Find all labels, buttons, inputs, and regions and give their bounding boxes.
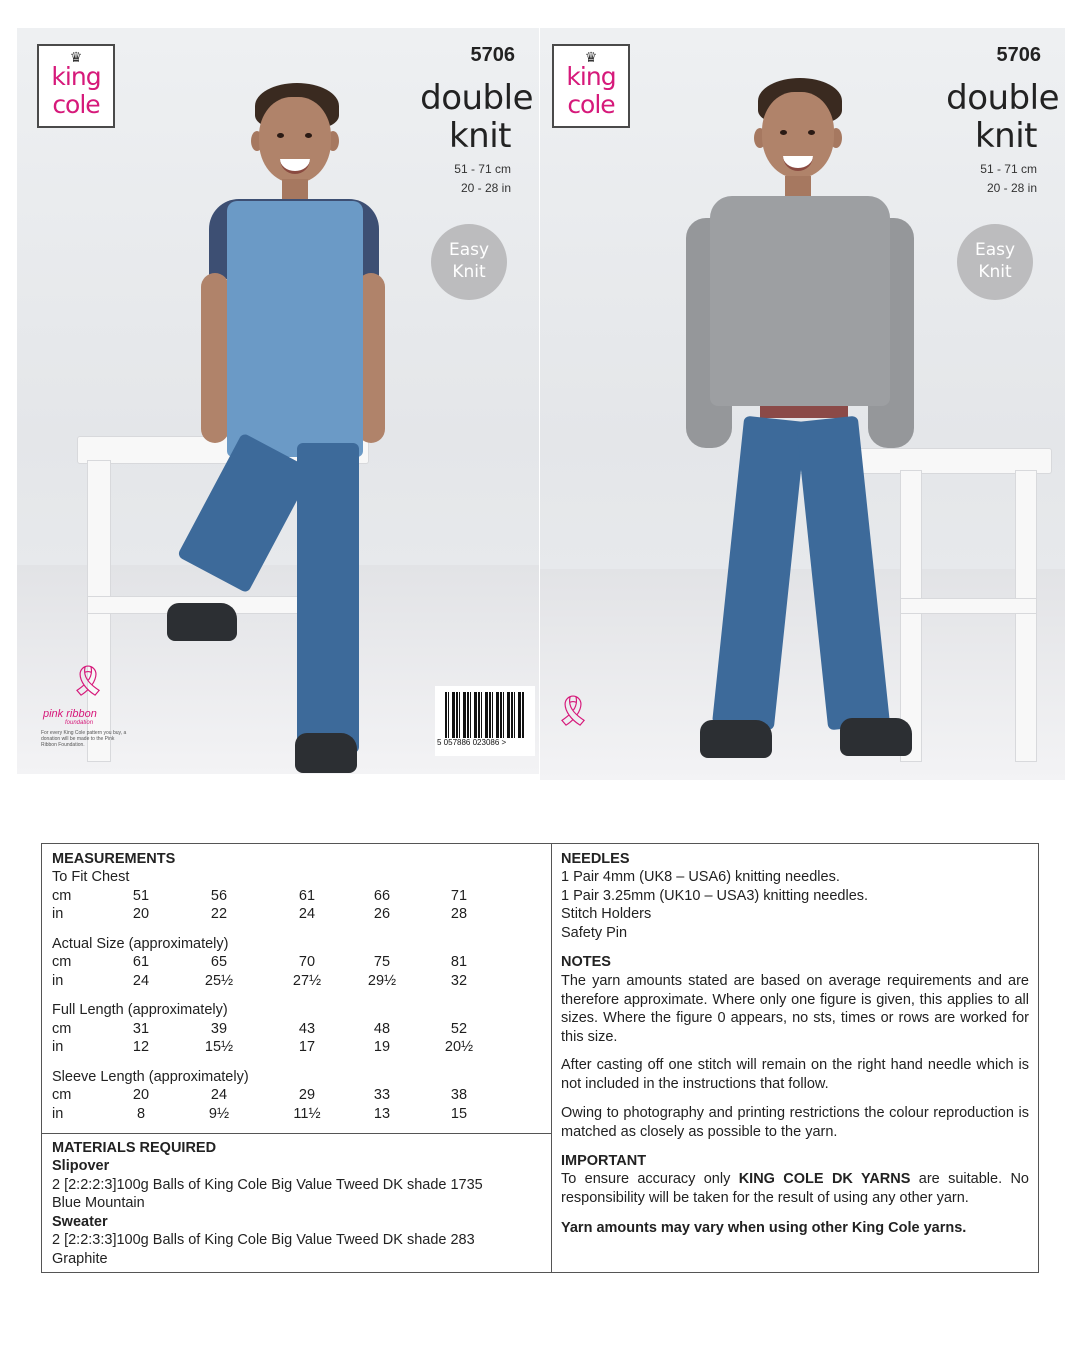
value-cell: 70 <box>298 954 316 970</box>
king-cole-logo <box>37 44 115 128</box>
logo-word-cole: cole <box>52 90 100 119</box>
value-cell: 65 <box>210 954 228 970</box>
value-cell: 20 <box>132 1087 150 1103</box>
size-range-in: 20 - 28 in <box>986 181 1037 195</box>
crown-icon: ♛ <box>69 49 83 65</box>
value-cell: 20 <box>132 906 150 922</box>
unit-label: cm <box>52 1087 72 1103</box>
unit-label: cm <box>52 888 72 904</box>
crown-icon: ♛ <box>584 49 598 65</box>
needle-item: 1 Pair 3.25mm (UK10 – USA3) knitting needles. <box>561 888 869 904</box>
pattern-number: 5706 <box>470 44 515 66</box>
sweater-yarn-line: 2 [2:2:3:3]100g Balls of King Cole Big Value Tweed DK shade 283 <box>52 1232 475 1248</box>
value-cell: 24 <box>132 973 150 989</box>
group-title-sleeve-length: Sleeve Length (approximately) <box>52 1069 249 1085</box>
important-text <box>561 1170 1029 1207</box>
needle-item: Stitch Holders <box>561 906 652 922</box>
title-knit: knit <box>974 116 1037 156</box>
value-cell: 26 <box>373 906 391 922</box>
unit-label: in <box>52 1039 64 1055</box>
pink-ribbon-sub: foundation <box>65 720 94 726</box>
sweater-label: Sweater <box>52 1214 108 1230</box>
needles-heading: NEEDLES <box>561 851 630 867</box>
value-cell: 29½ <box>367 973 397 989</box>
pattern-number: 5706 <box>996 44 1041 66</box>
value-cell: 27½ <box>292 973 322 989</box>
important-note: Yarn amounts may vary when using other King Cole yarns. <box>561 1220 967 1236</box>
value-cell: 66 <box>373 888 391 904</box>
value-cell: 75 <box>373 954 391 970</box>
notes-paragraph-2: After casting off one stitch will remain on the right hand needle which is not included in the instructions that follow. <box>561 1057 1029 1092</box>
value-cell: 20½ <box>444 1039 474 1055</box>
child-model-sweater <box>680 78 920 778</box>
value-cell: 39 <box>210 1021 228 1037</box>
important-heading: IMPORTANT <box>561 1153 647 1169</box>
value-cell: 56 <box>210 888 228 904</box>
pink-ribbon-name: pink ribbon <box>43 708 97 720</box>
value-cell: 43 <box>298 1021 316 1037</box>
unit-label: cm <box>52 1021 72 1037</box>
badge-line-easy: Easy <box>974 240 1016 260</box>
slipover-shade-name: Blue Mountain <box>52 1195 145 1211</box>
blue-slipover <box>227 201 363 457</box>
group-title-actual-size: Actual Size (approximately) <box>52 936 229 952</box>
value-cell: 28 <box>450 906 468 922</box>
title-double: double <box>946 78 1059 118</box>
value-cell: 8 <box>136 1106 146 1122</box>
sweater-shade-name: Graphite <box>52 1251 108 1267</box>
value-cell: 52 <box>450 1021 468 1037</box>
value-cell: 17 <box>298 1039 316 1055</box>
child-model-slipover <box>187 83 407 774</box>
important-text-end: are suitable. No responsibility will be taken for the result of using any other yarn. <box>561 1171 1029 1206</box>
easy-knit-badge <box>431 224 507 300</box>
important-text-start: To ensure accuracy only <box>561 1171 739 1187</box>
title-knit: knit <box>448 116 511 156</box>
size-range-in: 20 - 28 in <box>460 181 511 195</box>
slipover-label: Slipover <box>52 1158 110 1174</box>
king-cole-logo <box>552 44 630 128</box>
logo-word-cole: cole <box>567 90 615 119</box>
group-title-full-length: Full Length (approximately) <box>52 1002 228 1018</box>
value-cell: 9½ <box>208 1106 230 1122</box>
value-cell: 13 <box>373 1106 391 1122</box>
slipover-yarn-line: 2 [2:2:2:3]100g Balls of King Cole Big Value Tweed DK shade 1735 <box>52 1177 483 1193</box>
unit-label: cm <box>52 954 72 970</box>
value-cell: 29 <box>298 1087 316 1103</box>
important-brand: KING COLE DK YARNS <box>738 1171 911 1187</box>
value-cell: 22 <box>210 906 228 922</box>
pink-ribbon-icon: 🎗 <box>554 695 593 728</box>
logo-word-king: king <box>51 62 101 91</box>
badge-line-easy: Easy <box>448 240 490 260</box>
measurements-heading: MEASUREMENTS <box>52 851 176 867</box>
column-divider <box>551 844 552 1272</box>
value-cell: 81 <box>450 954 468 970</box>
badge-line-knit: Knit <box>452 262 486 282</box>
barcode-number: 5 057886 023086 > <box>437 738 507 747</box>
cover-sweater <box>540 28 1065 780</box>
value-cell: 25½ <box>204 973 234 989</box>
value-cell: 32 <box>450 973 468 989</box>
notes-heading: NOTES <box>561 954 611 970</box>
grey-sweater <box>710 196 890 406</box>
notes-paragraph-1: The yarn amounts stated are based on average requirements and are therefore approximate. Where only one figure is given, this applies to all sizes. Where the figure 0 appears, no sts, times or rows are worked for this size. <box>561 973 1029 1045</box>
pattern-info-table <box>41 843 1039 1273</box>
barcode-bars <box>445 692 525 738</box>
pink-ribbon-note: For every King Cole pattern you buy, a donation will be made to the Pink Ribbon Foundation. <box>41 730 127 748</box>
notes-paragraph-3: Owing to photography and printing restrictions the colour reproduction is matched as closely as possible to the yarn. <box>561 1105 1029 1140</box>
row-divider <box>42 1133 551 1134</box>
value-cell: 19 <box>373 1039 391 1055</box>
size-range-cm: 51 - 71 cm <box>454 162 511 176</box>
title-double: double <box>420 78 533 118</box>
size-range-cm: 51 - 71 cm <box>980 162 1037 176</box>
badge-line-knit: Knit <box>978 262 1012 282</box>
value-cell: 61 <box>298 888 316 904</box>
value-cell: 31 <box>132 1021 150 1037</box>
barcode <box>435 686 535 756</box>
value-cell: 12 <box>132 1039 150 1055</box>
value-cell: 15½ <box>204 1039 234 1055</box>
value-cell: 24 <box>210 1087 228 1103</box>
group-title-chest: To Fit Chest <box>52 869 130 885</box>
needle-item: Safety Pin <box>561 925 628 941</box>
value-cell: 24 <box>298 906 316 922</box>
cover-slipover <box>17 28 539 774</box>
unit-label: in <box>52 906 64 922</box>
logo-word-king: king <box>566 62 616 91</box>
value-cell: 51 <box>132 888 150 904</box>
value-cell: 11½ <box>293 1106 321 1122</box>
value-cell: 38 <box>450 1087 468 1103</box>
value-cell: 48 <box>373 1021 391 1037</box>
materials-heading: MATERIALS REQUIRED <box>52 1140 217 1156</box>
needle-item: 1 Pair 4mm (UK8 – USA6) knitting needles. <box>561 869 840 885</box>
value-cell: 33 <box>373 1087 391 1103</box>
easy-knit-badge <box>957 224 1033 300</box>
unit-label: in <box>52 1106 64 1122</box>
pink-ribbon-icon: 🎗 <box>69 665 108 698</box>
value-cell: 61 <box>132 954 150 970</box>
value-cell: 71 <box>450 888 468 904</box>
unit-label: in <box>52 973 64 989</box>
value-cell: 15 <box>450 1106 468 1122</box>
